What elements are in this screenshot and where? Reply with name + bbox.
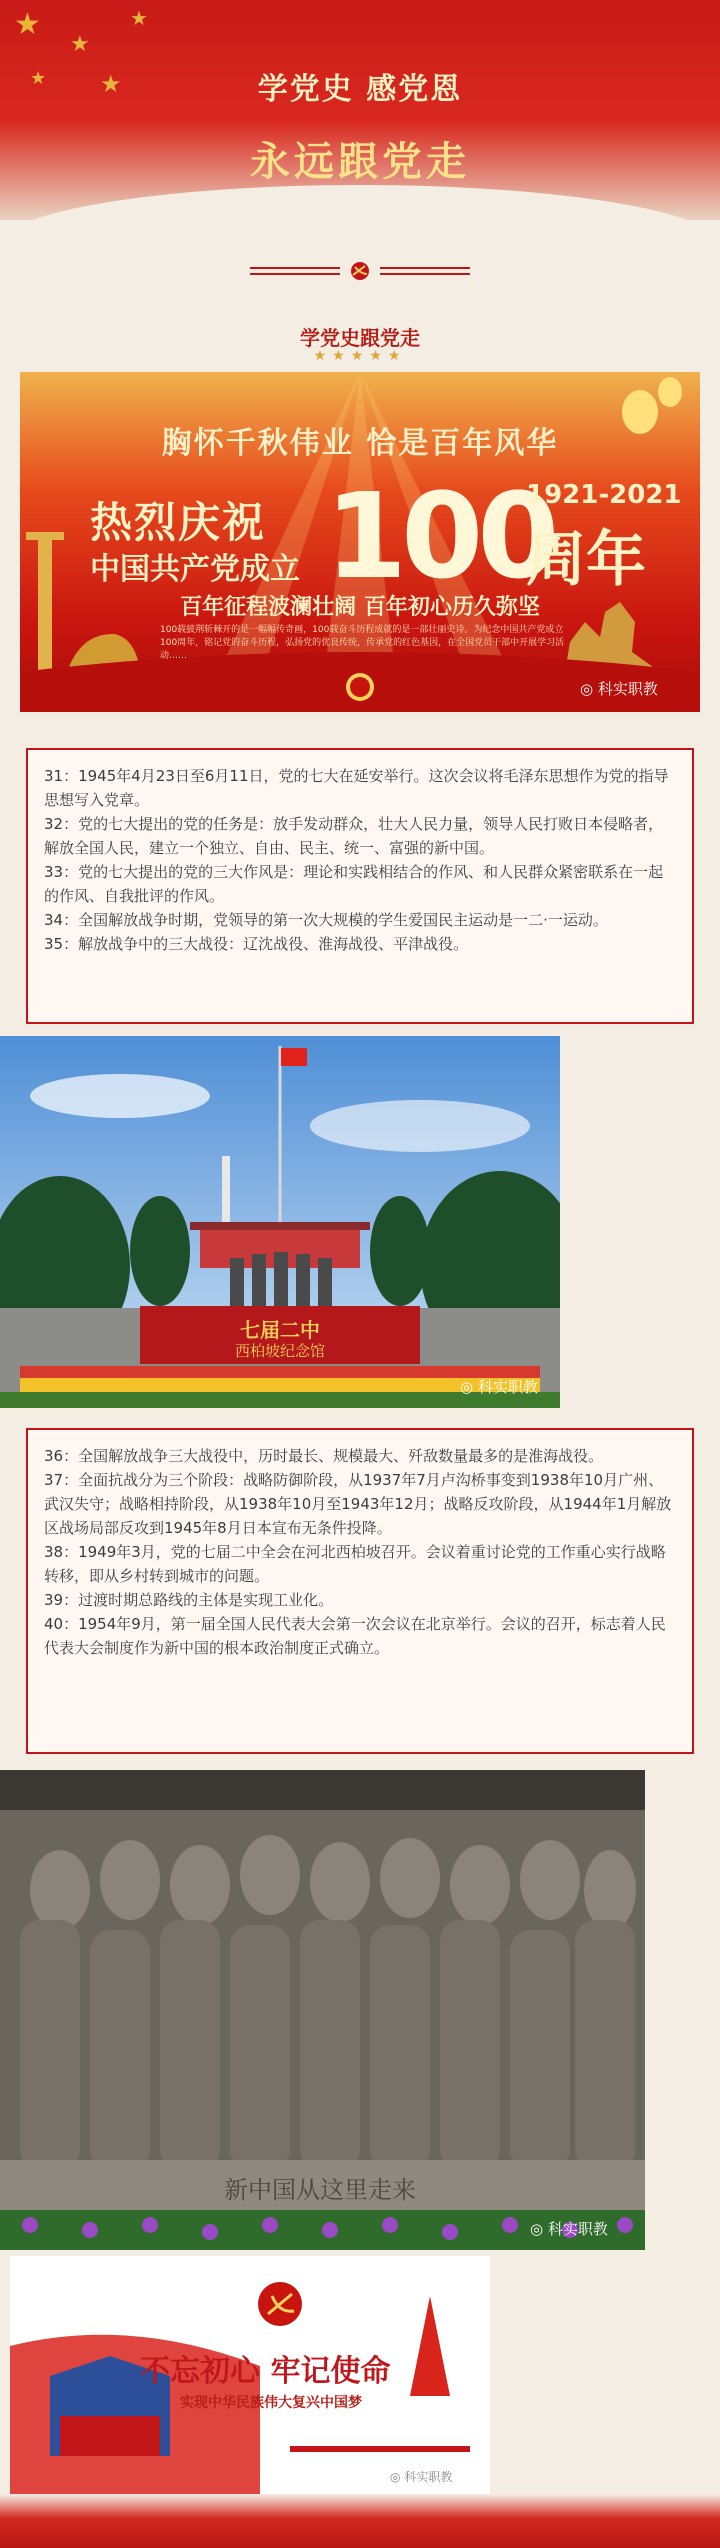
star-icon: ★ <box>130 6 148 30</box>
star-icon: ★ <box>100 70 122 98</box>
relief-inscription: 新中国从这里走来 <box>224 2176 416 2204</box>
star-icon: ★ <box>30 68 47 89</box>
history-item: 33：党的七大提出的党的三大作风是：理论和实践相结合的作风、和人民群众紧密联系在一起的作风、自我批评的作风。 <box>44 863 664 905</box>
relief-sculpture-photo <box>0 1770 645 2250</box>
watermark: ◎ 科实职教 <box>460 1378 538 1396</box>
banner-heading: 热烈庆祝 <box>90 498 267 547</box>
party-emblem-icon <box>258 2282 302 2326</box>
star-icon: ★ <box>14 7 41 42</box>
footer-banner <box>0 2494 720 2548</box>
star-icon: ★ <box>70 32 90 57</box>
section-stars: ★★★★★ <box>313 348 407 364</box>
poster-subtitle: 实现中华民族伟大复兴中国梦 <box>180 2395 362 2411</box>
wechat-icon: ◎ <box>460 1378 474 1396</box>
history-item: 37：全面抗战分为三个阶段：战略防御阶段，从1937年7月卢沟桥事变到1938年10月广州、武汉失守；战略相持阶段，从1938年10月至1943年12月；战略反攻阶段，从1944年1月解放区战场局部反攻到1945年8月日本宣布无条件投降。 <box>44 1471 672 1537</box>
banner-years: 1921-2021 <box>526 480 682 510</box>
figure-group-icon <box>20 1920 635 2170</box>
history-item: 36：全国解放战争三大战役中，历时最长、规模最大、歼敌数量最多的是淮海战役。 <box>44 1447 604 1465</box>
wechat-icon: ◎ <box>390 2470 401 2484</box>
banner-suffix: 周年 <box>526 525 646 595</box>
history-item: 40：1954年9月，第一届全国人民代表大会第一次会议在北京举行。会议的召开，标志着人民代表大会制度作为新中国的根本政治制度正式确立。 <box>44 1615 666 1657</box>
anniversary-banner <box>20 372 700 712</box>
banner-heading-2: 中国共产党成立 <box>90 552 300 587</box>
party-emblem-icon <box>346 673 374 701</box>
watermark: ◎ 科实职教 <box>390 2470 453 2484</box>
poster-slogan: 不忘初心 牢记使命 <box>140 2354 391 2389</box>
flag-icon <box>281 1048 307 1066</box>
history-item: 34：全国解放战争时期，党领导的第一次大规模的学生爱国民主运动是一二·一运动。 <box>44 911 608 929</box>
plaque-text: 七届二中 <box>240 1318 320 1342</box>
section-title: 学党史跟党走 <box>300 326 420 350</box>
slogan-poster <box>10 2256 490 2496</box>
header-banner <box>0 0 720 220</box>
watermark: ◎ 科实职教 <box>530 2220 608 2238</box>
banner-subtitle: 胸怀千秋伟业 恰是百年风华 <box>161 426 559 461</box>
banner-slogan: 百年征程波澜壮阔 百年初心历久弥坚 <box>180 595 540 620</box>
history-card-2 <box>26 1428 694 1754</box>
banner-description: 100载披荆斩棘开的是一幅幅传奇画，100载奋斗历程成就的是一部壮丽史诗。为纪念中国共产党成立100周年，铭记党的奋斗历程，弘扬党的优良传统，传承党的红色基因，在全国党员干部中开展学习活动…… <box>160 625 565 661</box>
history-item: 31：1945年4月23日至6月11日，党的七大在延安举行。这次会议将毛泽东思想作为党的指导思想写入党章。 <box>44 767 669 809</box>
history-card-1 <box>26 748 694 1024</box>
memorial-photo <box>0 1036 560 1408</box>
section-divider <box>0 262 720 282</box>
history-item: 35：解放战争中的三大战役：辽沈战役、淮海战役、平津战役。 <box>44 935 469 953</box>
history-item: 32：党的七大提出的党的任务是：放手发动群众，壮大人民力量，领导人民打败日本侵略者，解放全国人民，建立一个独立、自由、民主、统一、富强的新中国。 <box>44 815 664 857</box>
banner-number: 100 <box>325 467 554 605</box>
history-item: 38：1949年3月，党的七届二中全会在河北西柏坡召开。会议着重讨论党的工作重心实行战略转移，即从乡村转到城市的问题。 <box>44 1543 666 1585</box>
wechat-icon: ◎ <box>530 2220 544 2238</box>
plaque-subtext: 西柏坡纪念馆 <box>234 1342 325 1360</box>
header-title: 学党史 感党恩 <box>257 72 463 107</box>
history-item: 39：过渡时期总路线的主体是实现工业化。 <box>44 1591 334 1609</box>
party-emblem-icon <box>351 262 369 280</box>
header-subtitle: 永远跟党走 <box>250 139 470 185</box>
watermark: ◎ 科实职教 <box>580 680 658 698</box>
wechat-icon: ◎ <box>580 680 594 698</box>
